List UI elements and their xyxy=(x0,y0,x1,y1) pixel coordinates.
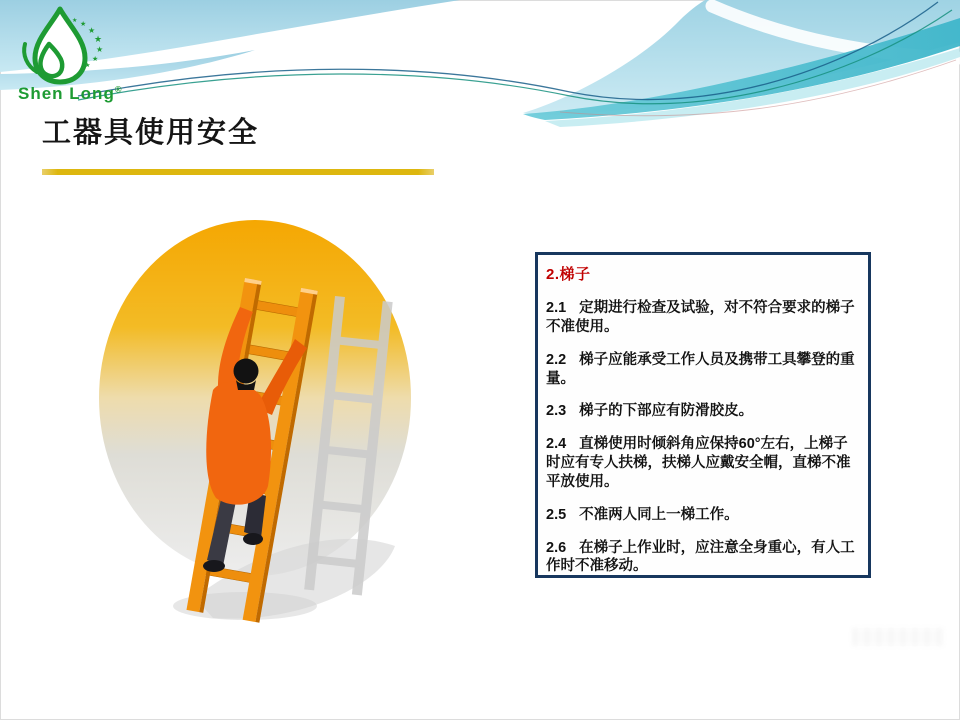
rule-text: 梯子应能承受工作人员及携带工具攀登的重量。 xyxy=(546,351,855,387)
svg-text:★: ★ xyxy=(92,56,99,63)
rule-item-2-5 xyxy=(546,506,860,525)
rules-heading: 2.梯子 xyxy=(546,266,591,283)
svg-text:★: ★ xyxy=(88,26,96,35)
ladder-illustration xyxy=(95,198,515,630)
svg-text:★: ★ xyxy=(96,45,104,54)
rule-number: 2.5 xyxy=(546,506,567,523)
rule-item-2-1 xyxy=(546,299,860,337)
rule-item-2-3 xyxy=(546,402,860,421)
rule-item-2-6 xyxy=(546,539,860,577)
rule-number: 2.6 xyxy=(546,539,567,556)
title-underline xyxy=(42,169,434,175)
registered-mark: ® xyxy=(114,84,123,95)
header-wave-graphic xyxy=(0,0,960,132)
rule-text: 不准两人同上一梯工作。 xyxy=(579,506,739,523)
svg-text:★: ★ xyxy=(85,63,91,69)
svg-text:★: ★ xyxy=(80,21,87,28)
rule-text: 在梯子上作业时，应注意全身重心，有人工作时不准移动。 xyxy=(546,539,855,575)
header-wave-band xyxy=(0,0,960,132)
title-block xyxy=(42,118,542,150)
rule-number: 2.2 xyxy=(546,351,567,368)
rule-text: 定期进行检查及试验，对不符合要求的梯子不准使用。 xyxy=(546,300,855,335)
rule-text: 梯子的下部应有防滑胶皮。 xyxy=(579,403,754,420)
svg-text:★: ★ xyxy=(72,18,78,24)
page-title: 工器具使用安全 xyxy=(42,117,260,149)
droplet-logo-icon xyxy=(12,6,116,86)
brand-logo xyxy=(12,6,132,112)
svg-text:★: ★ xyxy=(94,34,103,44)
rule-number: 2.4 xyxy=(546,436,567,453)
brand-name: Shen Long® xyxy=(18,84,123,103)
rules-box xyxy=(535,252,871,578)
watermark xyxy=(852,628,944,646)
rule-item-2-2 xyxy=(546,351,860,389)
rule-item-2-4 xyxy=(546,435,860,492)
rule-number: 2.3 xyxy=(546,403,567,420)
rule-number: 2.1 xyxy=(546,300,567,316)
rule-text: 直梯使用时倾斜角应保持60°左右，上梯子时应有专人扶梯，扶梯人应戴安全帽，直梯不准平放使用。 xyxy=(546,436,851,490)
